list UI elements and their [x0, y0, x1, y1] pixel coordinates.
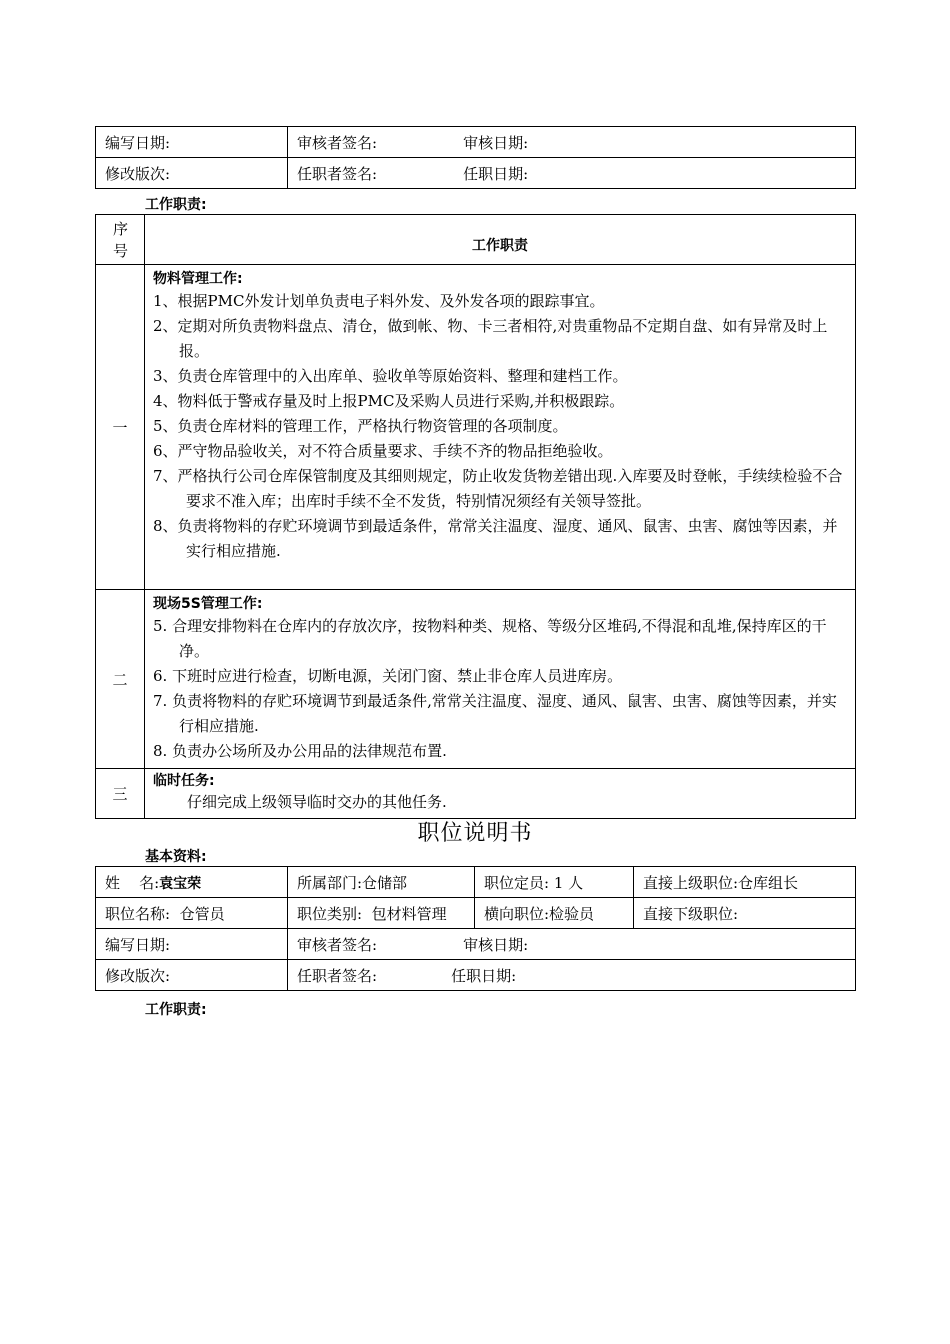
duty-item: 5. 合理安排物料在仓库内的存放次序，按物料种类、规格、等级分区堆码,不得混和乱堆,保持库区的干净。: [153, 617, 827, 660]
superior-cell: 直接上级职位:仓库组长: [634, 867, 856, 898]
name-value: 袁宝荣: [159, 875, 202, 892]
duty-item: 8. 负责办公场所及办公用品的法律规范布置.: [153, 742, 447, 760]
section-num-2: 二: [96, 590, 145, 769]
revision-cell: 修改版次:: [96, 158, 288, 189]
appointee-signature-label: 任职者签名:: [297, 164, 378, 183]
appointee-cell: [288, 158, 856, 189]
section-body-2: [145, 590, 856, 769]
write-date-cell-2: 编写日期:: [96, 929, 288, 960]
headcount-cell: 职位定员: 1 人: [475, 867, 634, 898]
section-num-3: 三: [96, 769, 145, 819]
review-date-label-2: 审核日期:: [463, 935, 529, 954]
header-num-cell: [96, 215, 145, 265]
header-title: 工作职责: [145, 215, 856, 265]
duty-item: 6. 下班时应进行检查，切断电源，关闭门窗、禁止非仓库人员进库房。: [153, 667, 623, 685]
duty-item: 8、负责将物料的存贮环境调节到最适条件，常常关注温度、湿度、通风、鼠害、虫害、腐蚀等因素，并实行相应措施.: [153, 517, 838, 560]
duty-item: 6、严守物品验收关，对不符合质量要求、手续不齐的物品拒绝验收。: [153, 442, 613, 460]
appointee-cell-2: [288, 960, 856, 991]
appointee-date-label-2: 任职日期:: [451, 966, 517, 985]
duties-table: [95, 214, 856, 819]
duty-item: 7. 负责将物料的存贮环境调节到最适条件,常常关注温度、湿度、通风、鼠害、虫害、腐蚀等因素，并实行相应措施.: [153, 692, 837, 735]
section-body-3: [145, 769, 856, 819]
job-category-cell: 职位类别: 包材料管理: [288, 898, 475, 929]
duties-label-2: 工作职责:: [145, 1002, 207, 1018]
duty-item: 5、负责仓库材料的管理工作，严格执行物资管理的各项制度。: [153, 417, 568, 435]
review-cell: [288, 127, 856, 158]
job-title-cell: 职位名称: 仓管员: [96, 898, 288, 929]
reviewer-signature-label: 审核者签名:: [297, 133, 378, 152]
name-cell: [96, 867, 288, 898]
lateral-position-cell: 横向职位:检验员: [475, 898, 634, 929]
duty-item: 4、物料低于警戒存量及时上报PMC及采购人员进行采购,并积极跟踪。: [153, 392, 625, 410]
appointee-date-label: 任职日期:: [463, 164, 529, 183]
section-title-3: 临时任务:: [153, 773, 215, 789]
revision-cell-2: 修改版次:: [96, 960, 288, 991]
review-date-label: 审核日期:: [463, 133, 529, 152]
duty-item: 7、严格执行公司仓库保管制度及其细则规定，防止收发货物差错出现.入库要及时登帐，手续续检验不合要求不准入库；出库时手续不全不发货，特别情况须经有关领导签批。: [153, 467, 843, 510]
duties-label-1: 工作职责:: [145, 197, 207, 213]
section-title-2: 现场5S管理工作:: [153, 596, 263, 612]
duty-item: 2、定期对所负责物料盘点、清仓，做到帐、物、卡三者相符,对贵重物品不定期自盘、如有异常及时上报。: [153, 317, 828, 360]
write-date-cell: 编写日期:: [96, 127, 288, 158]
name-label: 姓 名:: [105, 873, 160, 892]
reviewer-signature-label-2: 审核者签名:: [297, 935, 378, 954]
duty-item: 仔细完成上级领导临时交办的其他任务.: [187, 793, 447, 811]
basic-info-table: [95, 866, 856, 991]
section-num-1: 一: [96, 265, 145, 590]
department-cell: 所属部门:仓储部: [288, 867, 475, 898]
appointee-signature-label-2: 任职者签名:: [297, 966, 378, 985]
review-cell-2: [288, 929, 856, 960]
basic-info-label: 基本资料:: [145, 849, 207, 865]
section-title-1: 物料管理工作:: [153, 271, 243, 287]
top-info-table: [95, 126, 856, 189]
duty-item: 3、负责仓库管理中的入出库单、验收单等原始资料、整理和建档工作。: [153, 367, 628, 385]
section-body-1: [145, 265, 856, 590]
subordinate-cell: 直接下级职位:: [634, 898, 856, 929]
page-title: 职位说明书: [417, 821, 533, 846]
header-num: 序号: [113, 219, 129, 260]
duty-item: 1、根据PMC外发计划单负责电子料外发、及外发各项的跟踪事宜。: [153, 292, 605, 310]
